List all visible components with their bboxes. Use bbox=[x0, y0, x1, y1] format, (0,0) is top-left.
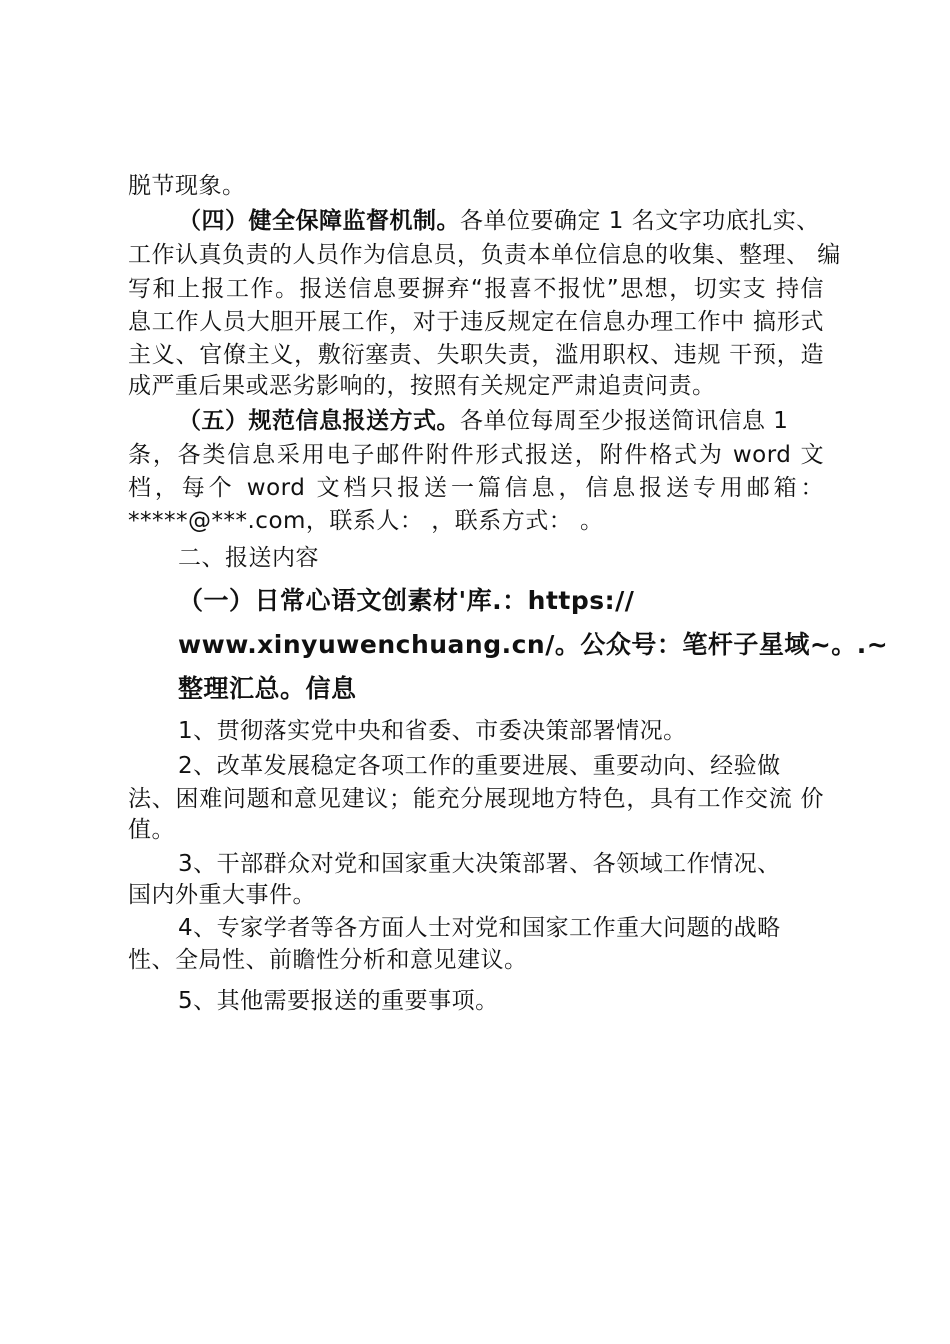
paragraph-five-first-line bbox=[178, 405, 788, 437]
text-line: 成严重后果或恶劣影响的，按照有关规定严肃追责问责。 bbox=[128, 373, 716, 399]
contact-line: *****@***.com，联系人： ，联系方式： 。 bbox=[128, 508, 604, 534]
text-line: 脱节现象。 bbox=[128, 173, 246, 199]
list-item: 4、专家学者等各方面人士对党和国家工作重大问题的战略 bbox=[178, 915, 781, 941]
text-line: 工作认真负责的人员作为信息员，负责本单位信息的收集、整理、 编 bbox=[128, 242, 841, 268]
text-line: 值。 bbox=[128, 817, 175, 843]
text-line: 主义、官僚主义，敷衍塞责、失职失责，滥用职权、违规 干预，造 bbox=[128, 342, 824, 368]
text-span: 各单位每周至少报送简讯信息 1 bbox=[460, 408, 789, 434]
list-item: 2、改革发展稳定各项工作的重要进展、重要动向、经验做 bbox=[178, 753, 781, 779]
text-line: 档，每个 word 文档只报送一篇信息，信息报送专用邮箱： bbox=[128, 475, 824, 501]
text-span: 各单位要确定 1 名文字功底扎实、 bbox=[460, 208, 820, 234]
text-line: 国内外重大事件。 bbox=[128, 882, 316, 908]
section-heading-five: （五）规范信息报送方式。 bbox=[178, 408, 460, 434]
paragraph-four-first-line bbox=[178, 205, 820, 237]
bold-line: 整理汇总。信息 bbox=[178, 674, 357, 703]
part-two-title: 二、报送内容 bbox=[178, 545, 319, 571]
list-item: 3、干部群众对党和国家重大决策部署、各领域工作情况、 bbox=[178, 851, 781, 877]
section-heading-four: （四）健全保障监督机制。 bbox=[178, 208, 460, 234]
bold-line: www.xinyuwenchuang.cn/。公众号：笔杆子星域~。.~ bbox=[178, 630, 889, 659]
list-item: 1、贯彻落实党中央和省委、市委决策部署情况。 bbox=[178, 718, 687, 744]
text-line: 法、困难问题和意见建议；能充分展现地方特色，具有工作交流 价 bbox=[128, 786, 824, 812]
text-line: 性、全局性、前瞻性分析和意见建议。 bbox=[128, 947, 528, 973]
text-line: 条，各类信息采用电子邮件附件形式报送，附件格式为 word 文 bbox=[128, 442, 824, 468]
text-line: 写和上报工作。报送信息要摒弃“报喜不报忧”思想，切实支 持信 bbox=[128, 276, 824, 302]
list-item: 5、其他需要报送的重要事项。 bbox=[178, 988, 499, 1014]
bold-line: （一）日常心语文创素材'库.：https:// bbox=[178, 586, 635, 615]
text-line: 息工作人员大胆开展工作，对于违反规定在信息办理工作中 搞形式 bbox=[128, 309, 824, 335]
